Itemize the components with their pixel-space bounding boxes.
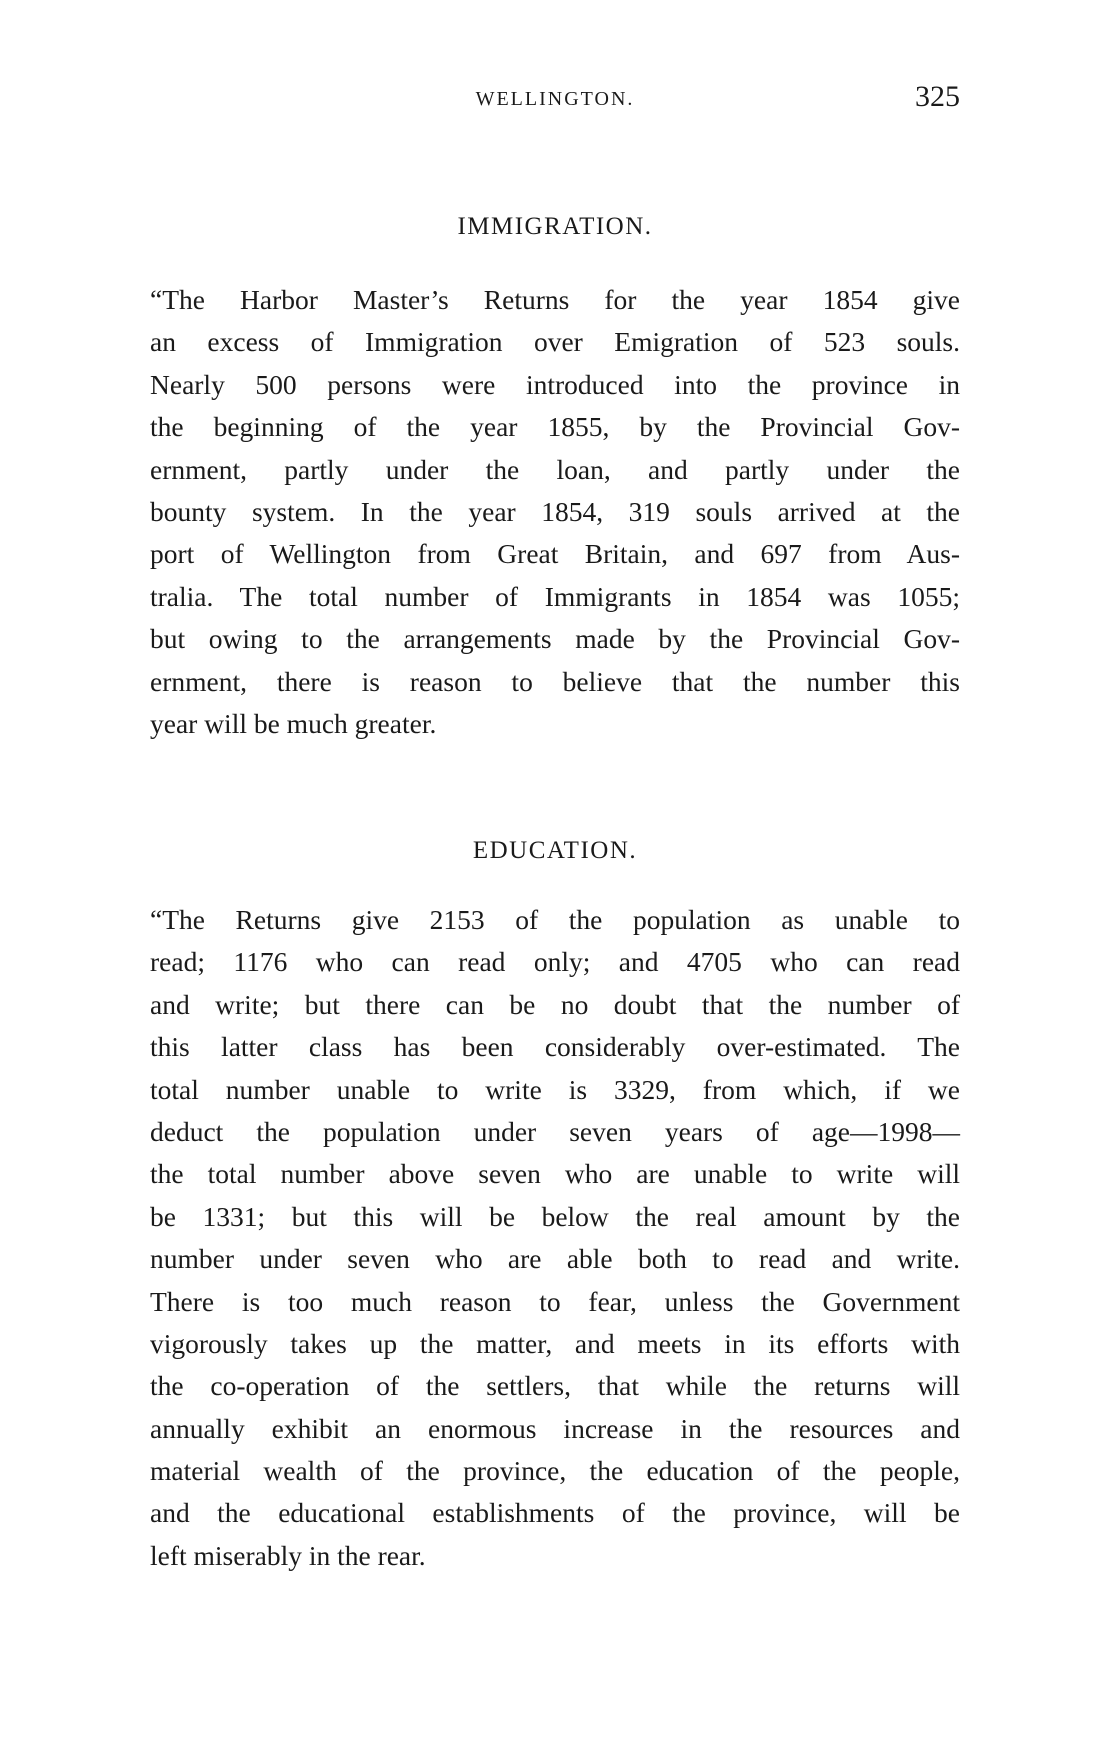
section-heading-education: EDUCATION. xyxy=(472,837,638,864)
text-line: number under seven who are able both to read and write. xyxy=(150,1243,960,1275)
education-paragraph xyxy=(150,899,960,1577)
text-line: material wealth of the province, the education of the people, xyxy=(150,1455,960,1487)
text-line: be 1331; but this will be below the real amount by the xyxy=(150,1200,960,1232)
text-line: total number unable to write is 3329, from which, if we xyxy=(150,1073,960,1105)
text-line: and write; but there can be no doubt that the number of xyxy=(150,988,960,1020)
text-line: ernment, partly under the loan, and partly under the xyxy=(150,453,960,485)
text-line: Nearly 500 persons were introduced into the province in xyxy=(150,368,960,400)
text-line: tralia. The total number of Immigrants in 1854 was 1055; xyxy=(150,580,960,612)
text-line: annually exhibit an enormous increase in the resources and xyxy=(150,1412,960,1444)
running-head xyxy=(150,80,960,120)
text-line: deduct the population under seven years of age—1998— xyxy=(150,1115,960,1147)
text-line: “The Harbor Master’s Returns for the year 1854 give xyxy=(150,284,960,315)
text-line: an excess of Immigration over Emigration of 523 souls. xyxy=(150,326,960,358)
text-line: “The Returns give 2153 of the population as unable to xyxy=(150,904,960,935)
immigration-paragraph xyxy=(150,279,960,745)
text-line: but owing to the arrangements made by the Provincial Gov- xyxy=(150,623,960,655)
text-line: bounty system. In the year 1854, 319 souls arrived at the xyxy=(150,495,960,527)
page-number: 325 xyxy=(915,80,960,113)
text-line: left miserably in the rear. xyxy=(150,1539,426,1571)
text-line: port of Wellington from Great Britain, and 697 from Aus- xyxy=(150,538,960,570)
text-line: and the educational establishments of the province, will be xyxy=(150,1497,960,1529)
text-line: the beginning of the year 1855, by the Provincial Gov- xyxy=(150,411,960,443)
text-line: ernment, there is reason to believe that the number this xyxy=(150,665,960,697)
text-line: the total number above seven who are unable to write will xyxy=(150,1158,960,1190)
text-line: vigorously takes up the matter, and meets in its efforts with xyxy=(150,1327,960,1359)
text-line: the co-operation of the settlers, that while the returns will xyxy=(150,1370,960,1402)
text-line: year will be much greater. xyxy=(150,707,437,739)
text-line: There is too much reason to fear, unless the Government xyxy=(150,1285,960,1317)
running-title: WELLINGTON. xyxy=(475,88,635,110)
section-heading-immigration: IMMIGRATION. xyxy=(457,213,653,240)
text-line: read; 1176 who can read only; and 4705 who can read xyxy=(150,946,960,978)
text-line: this latter class has been considerably over-estimated. The xyxy=(150,1031,960,1063)
